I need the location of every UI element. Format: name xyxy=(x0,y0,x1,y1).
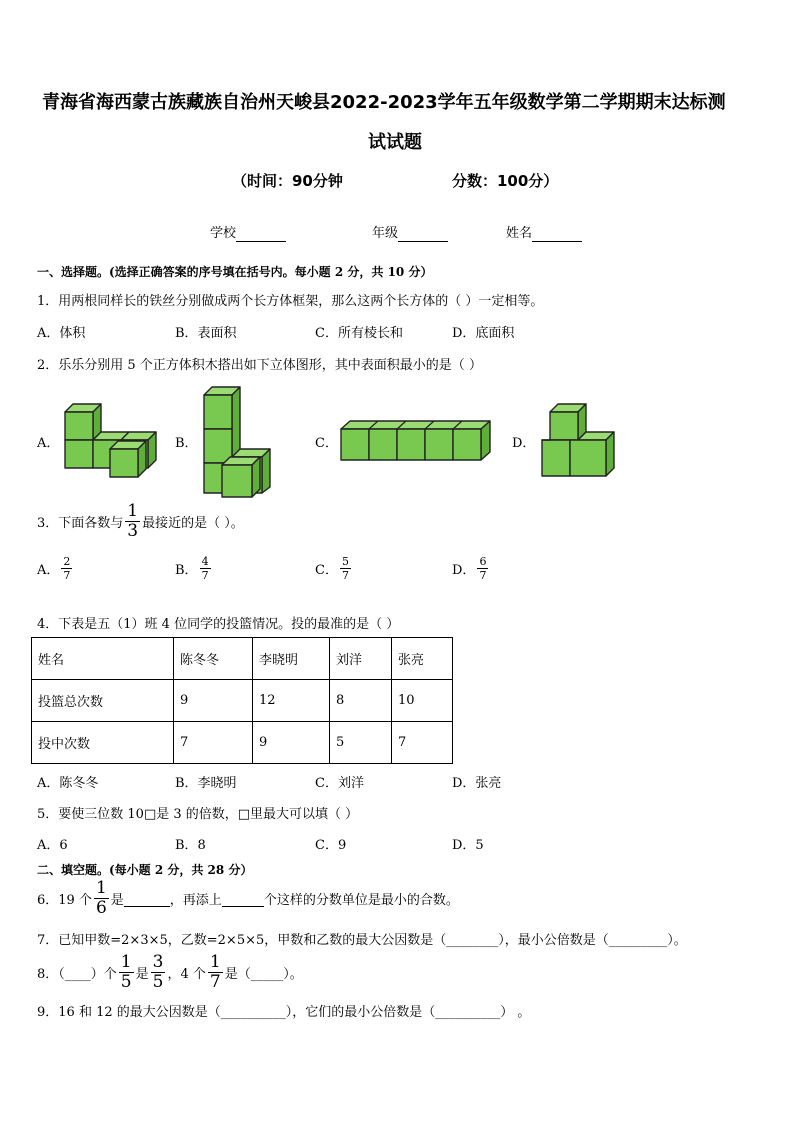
section-1-heading: 一、选择题。(选择正确答案的序号填在括号内。每小题 2 分，共 10 分） xyxy=(37,265,433,279)
cube-figure-d xyxy=(538,398,618,480)
name-blank[interactable] xyxy=(532,226,582,242)
grade-field xyxy=(372,222,448,242)
cube-figure-a xyxy=(60,400,160,480)
q3-fraction: $\frac{1}{3}$ xyxy=(127,501,139,541)
table-cell: 投中次数 xyxy=(32,722,174,764)
q3-prefix: 3．下面各数与 xyxy=(37,516,124,531)
q3-option-d-fraction: $\frac{6}{7}$ xyxy=(479,555,487,582)
q1-option-a[interactable]: A．体积 xyxy=(37,326,86,341)
question-8 xyxy=(37,954,303,991)
table-cell: 陈冬冬 xyxy=(174,638,253,680)
table-cell: 姓名 xyxy=(32,638,174,680)
page-title-line1: 青海省海西蒙古族藏族自治州天峻县2022-2023学年五年级数学第二学期期末达标测 xyxy=(42,92,726,113)
q1-option-d[interactable]: D．底面积 xyxy=(452,326,515,341)
table-cell: 5 xyxy=(330,722,392,764)
school-field xyxy=(210,222,286,242)
q5-option-d[interactable]: D．5 xyxy=(452,838,484,853)
q8-part-2: 是 xyxy=(135,967,149,982)
table-row xyxy=(32,722,453,764)
question-9: 9．16 和 12 的最大公因数是（__________），它们的最小公倍数是（__________） 。 xyxy=(37,1005,531,1020)
grade-blank[interactable] xyxy=(398,226,448,242)
q3-option-b-fraction: $\frac{4}{7}$ xyxy=(201,555,209,582)
question-4: 4．下表是五（1）班 4 位同学的投篮情况。投的最准的是（ ） xyxy=(37,617,400,632)
q2-option-b[interactable]: B． xyxy=(175,436,198,451)
table-cell: 投篮总次数 xyxy=(32,680,174,722)
question-5: 5．要使三位数 10□是 3 的倍数，□里最大可以填（ ） xyxy=(37,807,359,822)
q6-blank-1[interactable] xyxy=(124,891,170,907)
table-cell: 9 xyxy=(174,680,253,722)
q8-part-3: ，4 个 xyxy=(167,967,206,982)
q8-part-1: 8．（____）个 xyxy=(37,967,117,982)
grade-label: 年级 xyxy=(372,226,399,241)
cube-figure-c xyxy=(338,418,498,464)
table-cell: 张亮 xyxy=(392,638,453,680)
name-label: 姓名 xyxy=(506,226,533,241)
question-6 xyxy=(37,880,459,917)
q3-option-c[interactable]: C． $\frac{5}{7}$ xyxy=(315,555,349,582)
q6-mid2: ，再添上 xyxy=(169,893,222,908)
q5-option-b[interactable]: B．8 xyxy=(175,838,206,853)
q8-part-4: 是（_____）。 xyxy=(224,967,303,982)
q3-option-c-fraction: $\frac{5}{7}$ xyxy=(341,555,349,582)
q4-option-a[interactable]: A．陈冬冬 xyxy=(37,776,99,791)
q6-prefix: 6．19 个 xyxy=(37,893,92,908)
page-title-line2: 试试题 xyxy=(368,132,422,153)
school-label: 学校 xyxy=(210,226,237,241)
q6-mid1: 是 xyxy=(110,893,124,908)
question-2: 2．乐乐分别用 5 个正方体积木搭出如下立体图形，其中表面积最小的是（ ） xyxy=(37,358,482,373)
table-cell: 10 xyxy=(392,680,453,722)
table-cell: 7 xyxy=(392,722,453,764)
table-cell: 8 xyxy=(330,680,392,722)
section-2-heading: 二、填空题。(每小题 2 分，共 28 分） xyxy=(37,863,253,877)
q2-option-c[interactable]: C． xyxy=(315,436,338,451)
q2-option-d[interactable]: D． xyxy=(512,436,536,451)
table-cell: 刘洋 xyxy=(330,638,392,680)
q1-option-c[interactable]: C．所有棱长和 xyxy=(315,326,403,341)
table-row xyxy=(32,638,453,680)
q6-fraction: $\frac{1}{6}$ xyxy=(95,878,107,918)
question-1: 1．用两根同样长的铁丝分别做成两个长方体框架，那么这两个长方体的（ ）一定相等。 xyxy=(37,294,544,309)
question-3 xyxy=(37,503,244,540)
cube-figure-b xyxy=(200,383,280,501)
q4-option-c[interactable]: C．刘洋 xyxy=(315,776,364,791)
q3-option-a[interactable]: A． $\frac{2}{7}$ xyxy=(37,555,71,582)
basketball-table xyxy=(31,637,453,764)
question-7: 7．已知甲数=2×3×5，乙数=2×5×5，甲数和乙数的最大公因数是（________），最小公倍数是（_________）。 xyxy=(37,933,687,948)
table-cell: 李晓明 xyxy=(253,638,330,680)
q4-option-b[interactable]: B．李晓明 xyxy=(175,776,237,791)
q3-option-d[interactable]: D． $\frac{6}{7}$ xyxy=(452,555,487,582)
q8-fraction-2: $\frac{3}{5}$ xyxy=(152,952,164,992)
q5-option-a[interactable]: A．6 xyxy=(37,838,68,853)
q8-fraction-3: $\frac{1}{7}$ xyxy=(209,952,221,992)
exam-score: 分数：100分） xyxy=(452,172,559,190)
table-cell: 7 xyxy=(174,722,253,764)
table-cell: 9 xyxy=(253,722,330,764)
q8-fraction-1: $\frac{1}{5}$ xyxy=(120,952,132,992)
table-row xyxy=(32,680,453,722)
q3-option-b[interactable]: B． $\frac{4}{7}$ xyxy=(175,555,209,582)
exam-time: （时间：90分钟 xyxy=(232,172,343,190)
q6-suffix: 个这样的分数单位是最小的合数。 xyxy=(263,893,459,908)
name-field xyxy=(506,222,582,242)
q4-option-d[interactable]: D．张亮 xyxy=(452,776,502,791)
table-cell: 12 xyxy=(253,680,330,722)
q3-suffix: 最接近的是（ ）。 xyxy=(142,516,244,531)
q5-option-c[interactable]: C．9 xyxy=(315,838,347,853)
q6-blank-2[interactable] xyxy=(222,891,264,907)
q3-option-a-fraction: $\frac{2}{7}$ xyxy=(63,555,71,582)
q2-option-a[interactable]: A． xyxy=(37,436,60,451)
school-blank[interactable] xyxy=(236,226,286,242)
q1-option-b[interactable]: B．表面积 xyxy=(175,326,237,341)
